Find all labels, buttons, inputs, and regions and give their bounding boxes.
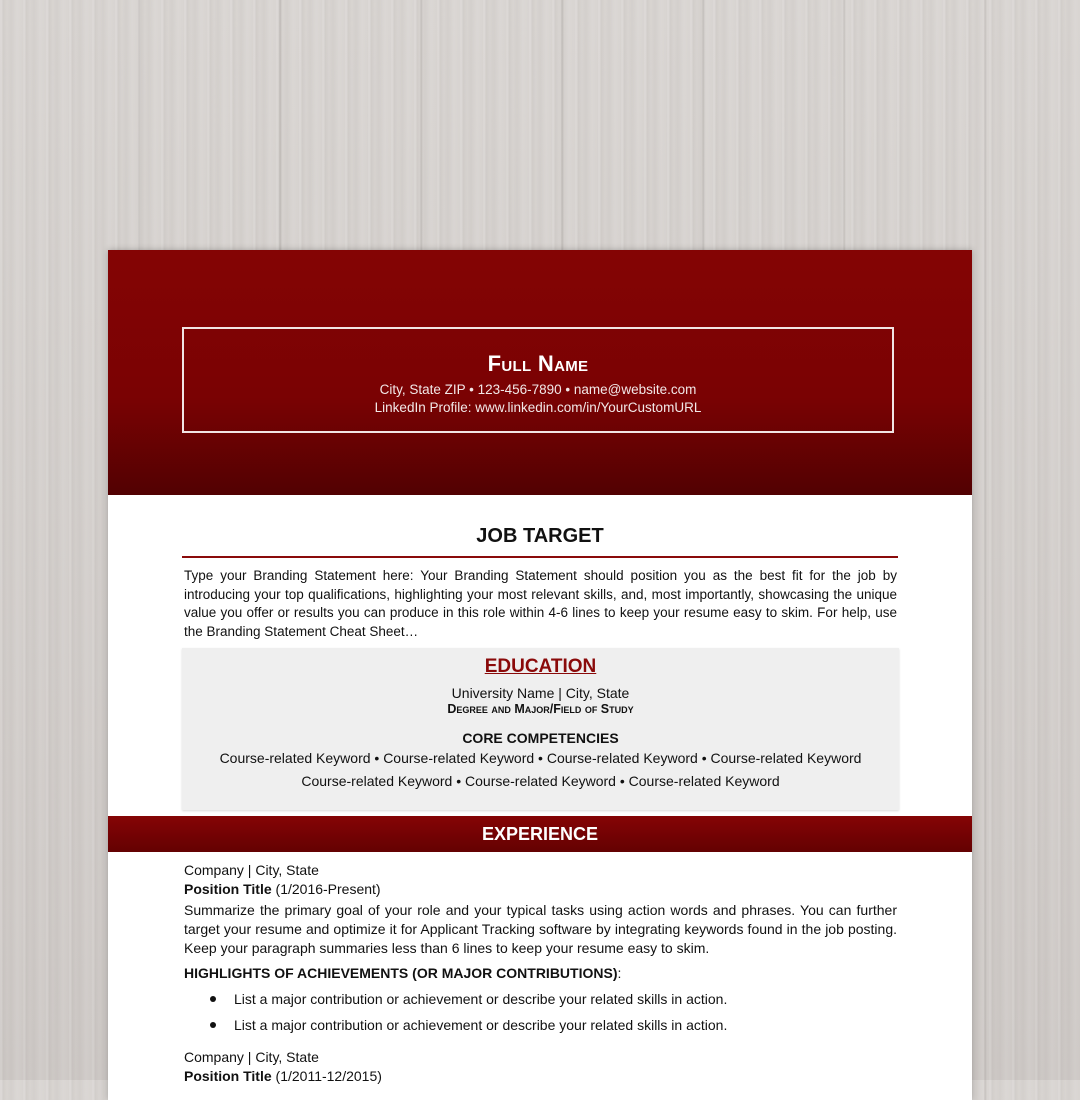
position-dates: (1/2016-Present) bbox=[271, 881, 381, 897]
linkedin-line: LinkedIn Profile: www.linkedin.com/in/YourCustomURL bbox=[374, 400, 702, 415]
contact-line: City, State ZIP • 123-456-7890 • name@website.com bbox=[379, 382, 697, 397]
education-box bbox=[182, 648, 899, 810]
core-competencies-line: Course-related Keyword • Course-related Keyword • Course-related Keyword bbox=[301, 773, 780, 789]
highlights-colon: : bbox=[617, 965, 622, 982]
education-heading: EDUCATION bbox=[484, 656, 597, 677]
header-frame bbox=[182, 327, 894, 433]
job-entry bbox=[184, 1048, 897, 1086]
company-line: Company | City, State bbox=[184, 1049, 319, 1065]
company-line: Company | City, State bbox=[184, 862, 319, 878]
full-name: Full Name bbox=[487, 351, 589, 376]
achievement-bullet bbox=[184, 1012, 897, 1038]
position-title: Position Title bbox=[184, 881, 272, 897]
core-competencies-heading: CORE COMPETENCIES bbox=[462, 730, 619, 746]
achievement-text: List a major contribution or achievement or describe your related skills in action. bbox=[234, 991, 728, 1008]
resume-page bbox=[108, 250, 972, 1100]
header-band bbox=[108, 250, 972, 495]
branding-statement: Type your Branding Statement here: Your Branding Statement should position you as the best fit for the job by introducing your top qualifications, highlighting your most relevant skills, and, most importantly, showcasing the unique value you offer or results you can produce in this role within 4-6 lines to keep your resume easy to skim. For help, use the Branding Statement Cheat Sheet… bbox=[184, 568, 897, 640]
core-competencies-line: Course-related Keyword • Course-related Keyword • Course-related Keyword • Course-related Keyword bbox=[219, 750, 862, 766]
job-target-heading: JOB TARGET bbox=[476, 525, 604, 547]
position-line bbox=[184, 1067, 897, 1086]
achievement-bullet bbox=[184, 986, 897, 1012]
job-entry bbox=[184, 861, 897, 1038]
highlights-title: HIGHLIGHTS OF ACHIEVEMENTS (OR MAJOR CONTRIBUTIONS) bbox=[184, 965, 618, 982]
university-line: University Name | City, State bbox=[451, 685, 630, 701]
position-line bbox=[184, 880, 897, 899]
job-summary: Summarize the primary goal of your role and your typical tasks using action words and phrases. You can further target your resume and optimize it for Applicant Tracking software by integrating keywords found in the job posting. Keep your paragraph summaries less than 6 lines to keep your resume easy to skim. bbox=[184, 902, 897, 956]
position-dates: (1/2011-12/2015) bbox=[271, 1068, 382, 1084]
experience-heading: EXPERIENCE bbox=[108, 816, 972, 852]
bullet-icon bbox=[210, 1022, 216, 1028]
bullet-icon bbox=[210, 996, 216, 1002]
highlights-heading bbox=[184, 964, 897, 983]
job-target-divider bbox=[182, 556, 898, 558]
degree-line: Degree and Major/Field of Study bbox=[447, 702, 634, 716]
achievement-text: List a major contribution or achievement or describe your related skills in action. bbox=[234, 1017, 728, 1034]
position-title: Position Title bbox=[184, 1068, 272, 1084]
